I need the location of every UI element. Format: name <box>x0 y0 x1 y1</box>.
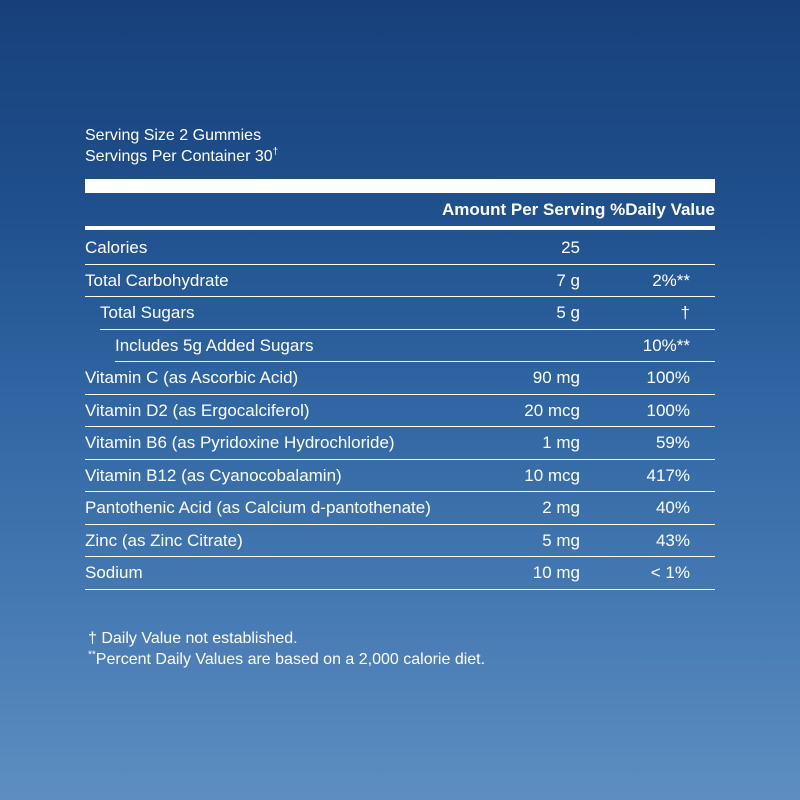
nutrient-daily-value: 417% <box>646 465 690 485</box>
serving-size-value: 2 Gummies <box>179 127 262 144</box>
nutrient-name: Total Sugars <box>100 303 195 322</box>
table-row <box>85 232 715 265</box>
nutrient-daily-value: 59% <box>655 433 690 452</box>
nutrient-amount: 1 mg <box>542 433 580 452</box>
table-row <box>85 525 715 558</box>
table-row <box>85 557 715 590</box>
nutrient-daily-value: 10%** <box>642 335 690 355</box>
nutrient-daily-value: † <box>680 303 690 322</box>
header-divider <box>85 226 715 230</box>
servings-per-container-value: 30 <box>254 148 273 165</box>
nutrient-daily-value: 2%** <box>652 270 690 290</box>
nutrient-amount: 10 mcg <box>524 465 580 485</box>
nutrient-amount: 90 mg <box>532 368 580 387</box>
nutrient-amount: 5 mg <box>542 530 580 550</box>
nutrient-amount: 2 mg <box>542 498 580 517</box>
nutrient-name: Vitamin B6 (as Pyridoxine Hydrochloride) <box>85 433 395 452</box>
nutrient-name: Includes 5g Added Sugars <box>115 335 314 355</box>
table-row <box>85 460 715 493</box>
percent-dv-footnote-text: Percent Daily Values are based on a 2,000 calorie diet. <box>95 651 486 668</box>
nutrient-table <box>85 232 715 590</box>
dagger-footnote: † Daily Value not established. <box>88 630 298 647</box>
percent-dv-footnote <box>88 649 485 670</box>
nutrient-name: Sodium <box>85 563 143 582</box>
nutrient-amount: 20 mcg <box>524 400 580 420</box>
nutrient-daily-value: 43% <box>655 530 690 550</box>
table-row <box>85 362 715 395</box>
servings-per-container <box>85 146 715 167</box>
nutrient-daily-value: < 1% <box>650 563 690 582</box>
nutrient-name: Vitamin D2 (as Ergocalciferol) <box>85 400 310 420</box>
table-row <box>85 427 715 460</box>
nutrient-amount: 7 g <box>556 270 580 290</box>
table-row <box>85 395 715 428</box>
daily-value-header: %Daily Value <box>610 199 715 219</box>
footnotes <box>88 628 485 670</box>
table-header <box>85 193 715 226</box>
double-star-mark: ** <box>88 649 96 661</box>
row-divider <box>85 589 715 590</box>
nutrient-daily-value: 40% <box>655 498 690 517</box>
table-row <box>85 297 715 330</box>
nutrient-amount: 10 mg <box>532 563 580 582</box>
nutrient-daily-value: 100% <box>646 368 690 387</box>
nutrient-name: Pantothenic Acid (as Calcium d-pantothenate) <box>85 498 431 517</box>
thick-divider <box>85 179 715 193</box>
table-row <box>85 265 715 298</box>
serving-size <box>85 125 715 146</box>
nutrient-amount: 5 g <box>556 303 580 322</box>
nutrient-name: Calories <box>85 238 148 257</box>
nutrient-name: Zinc (as Zinc Citrate) <box>85 530 243 550</box>
nutrient-amount: 25 <box>561 238 580 257</box>
dagger-mark: † <box>272 146 279 158</box>
nutrient-name: Vitamin C (as Ascorbic Acid) <box>85 368 299 387</box>
nutrient-name: Total Carbohydrate <box>85 270 229 290</box>
servings-per-container-label: Servings Per Container <box>85 148 251 165</box>
serving-size-label: Serving Size <box>85 127 175 144</box>
amount-per-serving-header: Amount Per Serving <box>441 199 606 219</box>
table-row <box>85 330 715 363</box>
serving-info <box>85 125 715 167</box>
nutrient-name: Vitamin B12 (as Cyanocobalamin) <box>85 465 342 485</box>
supplement-facts-panel <box>85 125 715 590</box>
table-row <box>85 492 715 525</box>
nutrient-daily-value: 100% <box>646 400 690 420</box>
